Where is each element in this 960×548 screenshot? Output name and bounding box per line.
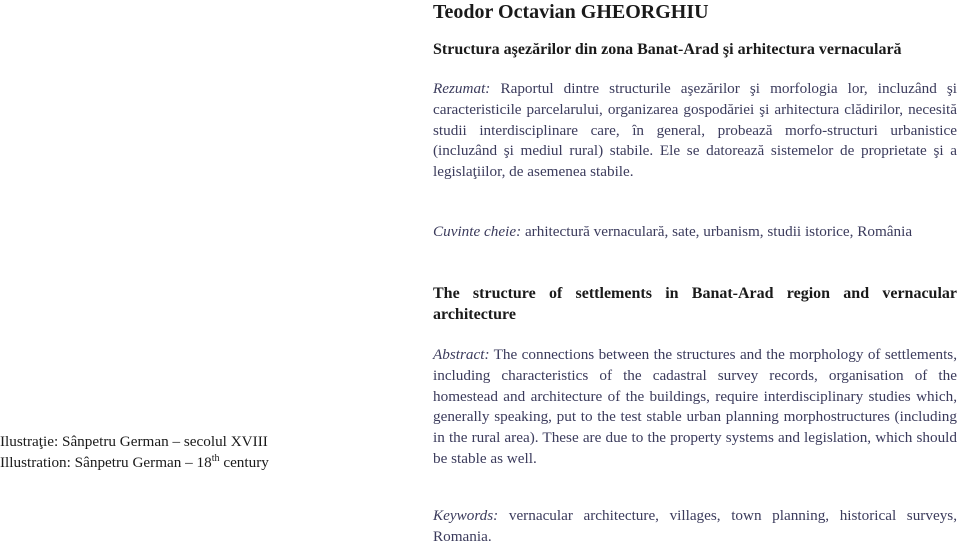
abstract-text-english: The connections between the structures and the morphology of settlements, including characteristics of the cadastral survey records, organisation of the homestead and architecture of the buildings, require interdisciplinary studies which, generally speaking, put to the test stable urban planning morphostructures (including in the rural area). These are due to the property systems and legislation, which should be stable as well. (433, 346, 957, 467)
keywords-label-romanian: Cuvinte cheie: (433, 223, 522, 240)
keywords-english (433, 506, 957, 548)
caption-line-romanian: Ilustraţie: Sânpetru German – secolul XVIII (0, 433, 268, 450)
abstract-text-romanian: Raportul dintre structurile aşezărilor şi morfologia lor, incluzând şi caracteristicile parcelarului, organizarea gospodăriei şi arhitectura clădirilor, necesită studii interdisciplinare care, în general, probează morfo-structuri urbanistice (incluzând şi mediul rural) stabile. Ele se datorează sistemelor de proprietate şi a legislaţiilor, de asemenea stabile. (433, 80, 958, 181)
abstract-label-romanian: Rezumat: (433, 80, 491, 97)
caption-english-text: Illustration: Sânpetru German – 18 (0, 453, 212, 471)
author-name: Teodor Octavian GHEORGHIU (433, 1, 709, 23)
keywords-text-romanian: arhitectură vernaculară, sate, urbanism, studii istorice, România (524, 223, 913, 240)
caption-english-suffix: century (219, 453, 269, 471)
title-romanian: Structura aşezărilor din zona Banat-Arad şi arhitectura vernaculară (433, 41, 902, 58)
keywords-text-english: vernacular architecture, villages, town planning, historical surveys, Romania. (433, 507, 957, 545)
caption-line-english (0, 453, 269, 474)
keywords-romanian (433, 222, 957, 243)
illustration-caption (0, 432, 269, 473)
abstract-romanian (433, 79, 957, 183)
abstract-label-english: Abstract: (433, 346, 490, 363)
title-english: The structure of settlements in Banat-Arad region and vernacular architecture (433, 285, 957, 323)
caption-superscript: th (211, 452, 220, 464)
keywords-label-english: Keywords: (433, 507, 499, 524)
abstract-english (433, 345, 957, 470)
